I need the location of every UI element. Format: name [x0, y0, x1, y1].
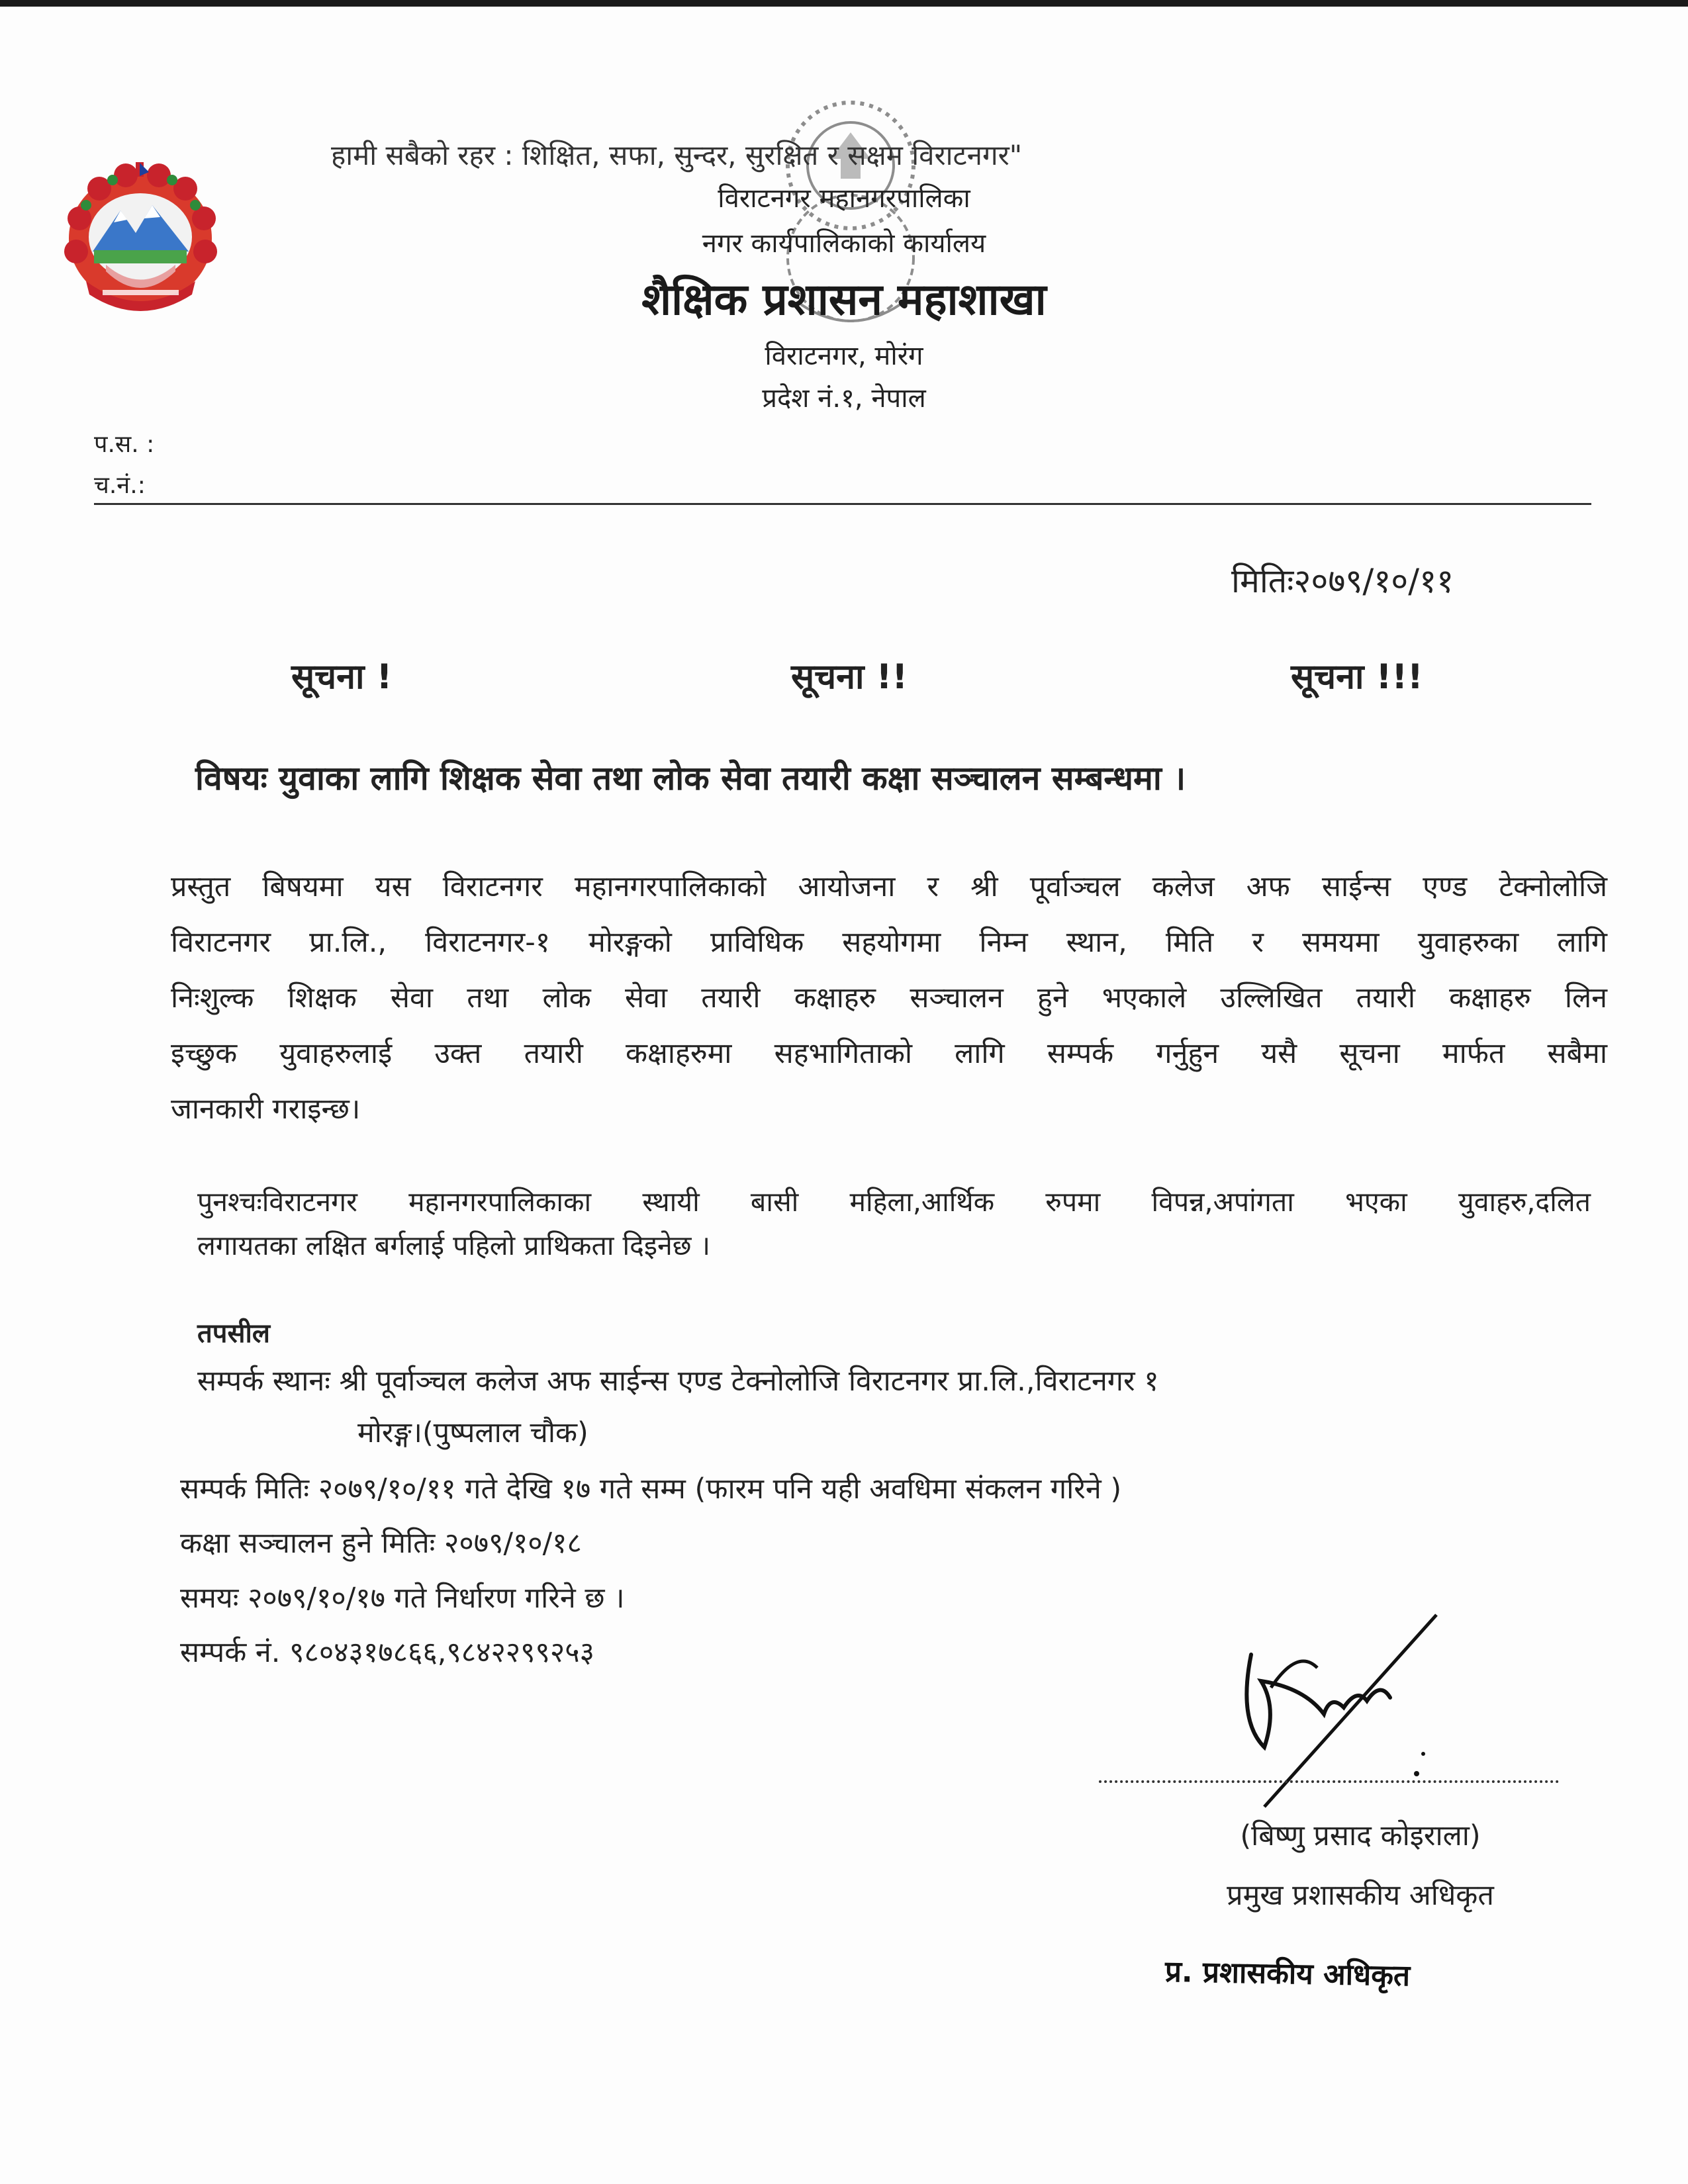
designation-stamp: प्र. प्रशासकीय अधिकृत	[1164, 1954, 1411, 1993]
postscript-paragraph	[197, 1180, 1591, 1267]
letter-subject: विषयः युवाका लागि शिक्षक सेवा तथा लोक सेवा तयारी कक्षा सञ्चालन सम्बन्धमा ।	[195, 759, 1186, 797]
class-start-date: कक्षा सञ्चालन हुने मितिः २०७९/१०/१८	[180, 1527, 582, 1560]
handwritten-signature-icon	[1225, 1608, 1463, 1820]
contact-location-line-2: मोरङ्ग।(पुष्पलाल चौक)	[357, 1416, 588, 1449]
body-line: जानकारी गराइन्छ।	[171, 1093, 361, 1126]
division-title: शैक्षिक प्रशासन महाशाखा	[641, 274, 1047, 325]
body-line: निःशुल्क शिक्षक सेवा तथा लोक सेवा तयारी कक्षाहरु सञ्चालन हुने भएकाले उल्लिखित तयारी कक्षाहरु लिन	[171, 981, 1607, 1015]
office-name: नगर कार्यपालिकाको कार्यालय	[702, 228, 986, 259]
notice-heading-3: सूचना !!!	[1291, 657, 1423, 697]
letter-cn-label: च.नं.:	[94, 472, 146, 499]
class-time: समयः २०७९/१०/१७ गते निर्धारण गरिने छ ।	[180, 1582, 625, 1615]
contact-phone: सम्पर्क नं. ९८०४३१७८६६,९८४२२९९२५३	[180, 1636, 594, 1669]
details-heading: तपसील	[197, 1318, 271, 1349]
body-paragraph	[171, 859, 1607, 1137]
notice-heading-1: सूचना !	[291, 657, 393, 697]
postscript-line: लगायतका लक्षित बर्गलाई पहिलो प्राथिकता दिइनेछ ।	[197, 1230, 711, 1261]
letter-date: मितिः२०७९/१०/११	[1231, 562, 1454, 600]
body-line: इच्छुक युवाहरुलाई उक्त तयारी कक्षाहरुमा सहभागिताको लागि सम्पर्क गर्नुहुन यसै सूचना मार्फत सबैमा	[171, 1037, 1607, 1070]
scan-top-edge	[0, 0, 1688, 7]
header-divider	[94, 503, 1591, 505]
address-line-1: विराटनगर, मोरंग	[765, 341, 923, 371]
municipality-name: विराटनगर महानगरपालिका	[718, 183, 970, 214]
notice-heading-2: सूचना !!	[791, 657, 908, 697]
postscript-line: पुनश्चःविराटनगर महानगरपालिकाका स्थायी बासी महिला,आर्थिक रुपमा विपन्न,अपांगता भएका युवाहरु,दलित	[197, 1186, 1591, 1218]
signature-line	[1099, 1780, 1559, 1783]
signatory-name: (बिष्णु प्रसाद कोइराला)	[1240, 1819, 1481, 1852]
municipal-motto: हामी सबैको रहर : शिक्षित, सफा, सुन्दर, सुरक्षित र सक्षम विराटनगर"	[331, 139, 1023, 171]
body-line: विराटनगर प्रा.लि., विराटनगर-१ मोरङ्गको प्राविधिक सहयोगमा निम्न स्थान, मिति र समयमा युवाहरुका लागि	[171, 926, 1607, 959]
contact-location-line-1: सम्पर्क स्थानः श्री पूर्वाञ्चल कलेज अफ साईन्स एण्ड टेक्नोलोजि विराटनगर प्रा.लि.,विराटनगर १	[197, 1365, 1159, 1398]
body-line: प्रस्तुत बिषयमा यस विराटनगर महानगरपालिकाको आयोजना र श्री पूर्वाञ्चल कलेज अफ साईन्स एण्ड टेक्नोलोजि	[171, 870, 1607, 903]
signatory-title: प्रमुख प्रशासकीय अधिकृत	[1227, 1879, 1494, 1912]
contact-date: सम्पर्क मितिः २०७९/१०/११ गते देखि १७ गते सम्म (फारम पनि यही अवधिमा संकलन गरिने )	[180, 1473, 1122, 1506]
letter-ps-label: प.स. :	[94, 431, 155, 458]
address-line-2: प्रदेश नं.१, नेपाल	[762, 383, 926, 414]
